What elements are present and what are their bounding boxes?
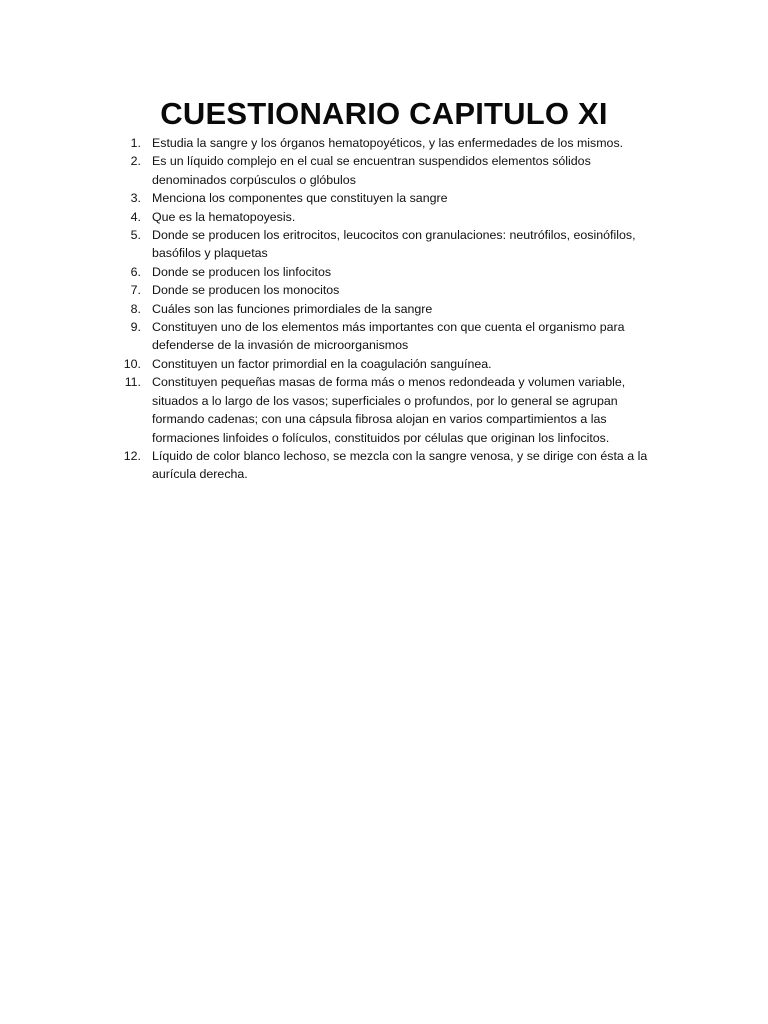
question-text: Constituyen uno de los elementos más importantes con que cuenta el organismo para defenderse de la invasión de microorganismos (152, 320, 625, 353)
question-item-7 (0, 281, 768, 299)
question-item-5 (0, 226, 768, 263)
question-text: Donde se producen los monocitos (152, 283, 340, 298)
question-number: 1. (130, 136, 141, 150)
question-item-1 (0, 134, 768, 152)
question-text: Cuáles son las funciones primordiales de la sangre (152, 301, 433, 316)
question-item-8 (0, 300, 768, 318)
question-text: Menciona los componentes que constituyen la sangre (152, 191, 448, 206)
question-text: Líquido de color blanco lechoso, se mezcla con la sangre venosa, y se dirige con ésta a la aurícula derecha. (152, 448, 648, 482)
question-number: 8. (130, 301, 141, 316)
question-number: 6. (130, 264, 141, 279)
question-text: Estudia la sangre y los órganos hematopoyéticos, y las enfermedades de los mismos. (152, 136, 624, 150)
question-number: 10. (123, 356, 141, 371)
question-item-11 (0, 373, 768, 447)
question-item-9 (0, 318, 768, 355)
question-text: Constituyen pequeñas masas de forma más o menos redondeada y volumen variable, situados a lo largo de los vasos; superficiales o profundos, por lo general se agrupan formando cadenas; con una cápsula fibrosa alojan en varios compartimientos a las formaciones linfoides o folículos, constituidos por células que originan los linfocitos. (152, 375, 626, 445)
page-title: CUESTIONARIO CAPITULO XI (160, 96, 608, 131)
question-text: Donde se producen los eritrocitos, leucocitos con granulaciones: neutrófilos, eosinófilos, basófilos y plaquetas (152, 228, 636, 261)
question-number: 2. (130, 154, 141, 169)
question-text: Donde se producen los linfocitos (152, 264, 332, 279)
question-item-6 (0, 263, 768, 281)
question-number: 3. (130, 191, 141, 206)
question-item-12 (0, 447, 768, 484)
question-number: 5. (130, 228, 141, 243)
question-number: 11. (124, 375, 141, 390)
question-item-4 (0, 208, 768, 226)
question-text: Que es la hematopoyesis. (152, 209, 296, 224)
question-item-10 (0, 355, 768, 373)
question-number: 4. (130, 209, 141, 224)
question-number: 7. (130, 283, 141, 298)
question-text: Es un líquido complejo en el cual se encuentran suspendidos elementos sólidos denominados corpúsculos o glóbulos (152, 154, 591, 187)
question-text: Constituyen un factor primordial en la coagulación sanguínea. (152, 356, 492, 371)
question-number: 9. (130, 320, 141, 335)
question-list (0, 134, 768, 484)
question-item-3 (0, 189, 768, 207)
question-number: 12. (123, 448, 141, 463)
question-item-2 (0, 152, 768, 189)
